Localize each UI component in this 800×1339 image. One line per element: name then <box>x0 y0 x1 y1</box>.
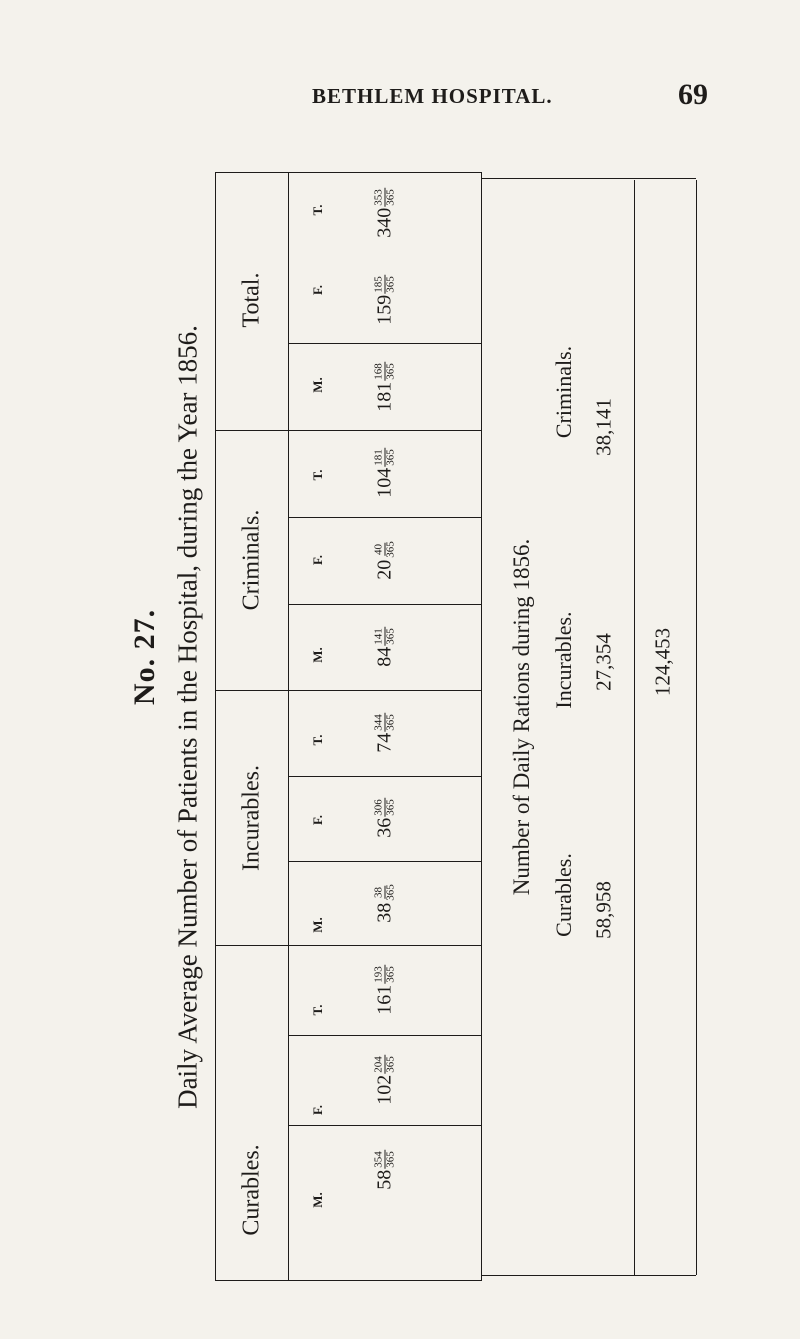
sub-header-total-t: T. <box>310 204 325 216</box>
page-number: 69 <box>678 78 708 111</box>
sub-header-incurables-m: M. <box>310 917 325 933</box>
sub-header-incurables-t: T. <box>310 734 325 746</box>
group-label-total: Total. <box>238 272 265 328</box>
sub-header-total-m: M. <box>310 377 325 393</box>
value-incurables-t: 74 344 365 <box>372 714 397 753</box>
sub-header-curables-f: F. <box>310 1105 325 1115</box>
running-head: BETHLEM HOSPITAL. <box>312 84 553 108</box>
value-curables-f: 102 204 365 <box>372 1056 397 1105</box>
sub-header-criminals-f: F. <box>310 555 325 565</box>
table-number: No. 27. <box>128 608 161 706</box>
sub-header-criminals-m: M. <box>310 647 325 663</box>
group-label-criminals: Criminals. <box>238 509 265 611</box>
value-incurables-f: 36 306 365 <box>372 799 397 838</box>
value-total-m: 181 168 365 <box>372 363 397 412</box>
rations-total: 124,453 <box>650 627 675 697</box>
value-criminals-m: 84 141 365 <box>372 628 397 667</box>
value-curables-m: 58 354 365 <box>372 1151 397 1190</box>
page-header <box>0 78 800 124</box>
rations-value-curables: 58,958 <box>591 881 616 939</box>
sub-header-criminals-t: T. <box>310 469 325 481</box>
value-criminals-f: 20 40 365 <box>372 541 397 580</box>
sub-header-curables-m: M. <box>310 1192 325 1208</box>
sub-header-curables-t: T. <box>310 1004 325 1016</box>
value-total-f: 159 185 365 <box>372 276 397 325</box>
sub-header-incurables-f: F. <box>310 815 325 825</box>
value-total-t: 340 353 365 <box>372 189 397 238</box>
rations-label-curables: Curables. <box>551 853 576 937</box>
rations-value-incurables: 27,354 <box>591 633 616 691</box>
table-title: Daily Average Number of Patients in the Hospital, during the Year 1856. <box>172 325 203 1109</box>
rations-label-criminals: Criminals. <box>551 345 576 439</box>
rations-label-incurables: Incurables. <box>551 611 576 709</box>
rations-value-criminals: 38,141 <box>591 398 616 456</box>
group-label-curables: Curables. <box>238 1144 265 1236</box>
value-curables-t: 161 193 365 <box>372 966 397 1015</box>
value-incurables-m: 38 38 365 <box>372 884 397 923</box>
group-label-incurables: Incurables. <box>238 765 265 871</box>
rations-title: Number of Daily Rations during 1856. <box>509 538 534 896</box>
sub-header-total-f: F. <box>310 285 325 295</box>
value-criminals-t: 104 181 365 <box>372 449 397 498</box>
